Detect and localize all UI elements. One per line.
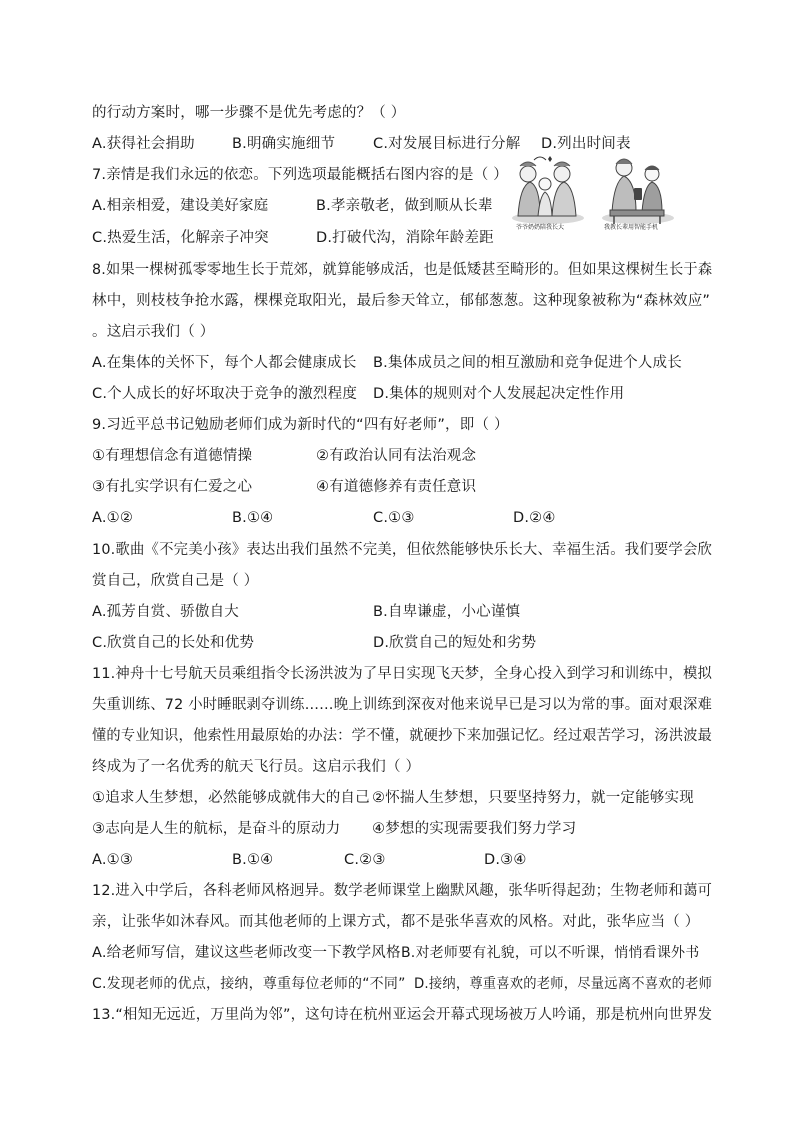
q12-option-c: C.发现老师的优点，接纳，尊重每位老师的“不同”: [92, 976, 406, 992]
q7-illustration: [506, 152, 680, 234]
q9-item-4: ④有道德修养有责任意识: [316, 479, 477, 495]
q10-option-a: A.孤芳自赏、骄傲自大: [92, 604, 239, 620]
illustration-caption-right: 我教长辈用智能手机: [604, 224, 659, 231]
q10-option-b: B.自卑谦虚，小心谨慎: [373, 604, 521, 620]
q10-option-d: D.欣赏自己的短处和劣势: [373, 635, 537, 651]
q11-option-c: C.②③: [344, 852, 386, 868]
q12-option-d: D.接纳，尊重喜欢的老师，尽量远离不喜欢的老师: [414, 976, 713, 992]
q11-item-1: ①追求人生梦想，必然能够成就伟大的自己: [92, 790, 370, 806]
q8-stem-line-2: 林中，则枝枝争抢水露，棵棵竞取阳光，最后参天耸立，郁郁葱葱。这种现象被称为“森林效应”: [92, 293, 711, 309]
q6-stem-continued: 的行动方案时，哪一步骤不是优先考虑的？（ ）: [92, 105, 406, 121]
q11-option-d: D.③④: [484, 852, 527, 868]
q9-option-b: B.①④: [232, 510, 274, 526]
q11-item-4: ④梦想的实现需要我们努力学习: [372, 821, 577, 837]
q6-option-d: D.列出时间表: [541, 136, 631, 152]
q8-option-a: A.在集体的关怀下，每个人都会健康成长: [92, 355, 357, 371]
q9-stem: 9.习近平总书记勉励老师们成为新时代的“四有好老师”，即（ ）: [92, 417, 509, 433]
q9-item-1: ①有理想信念有道德情操: [92, 448, 253, 464]
q10-stem-line-1: 10.歌曲《不完美小孩》表达出我们虽然不完美，但依然能够快乐长大、幸福生活。我们要学会欣: [92, 542, 713, 558]
q11-option-a: A.①③: [92, 852, 134, 868]
q11-stem-line-3: 懂的专业知识，他索性用最原始的办法：学不懂，就硬抄下来加强记忆。经过艰苦学习，汤洪波最: [92, 728, 713, 744]
q7-option-a: A.相亲相爱，建设美好家庭: [92, 198, 269, 214]
q9-option-d: D.②④: [513, 510, 556, 526]
q6-option-c: C.对发展目标进行分解: [373, 136, 521, 152]
q9-item-3: ③有扎实学识有仁爱之心: [92, 479, 253, 495]
q8-option-c: C.个人成长的好坏取决于竞争的激烈程度: [92, 386, 358, 402]
q13-stem-line-1: 13.“相知无远近，万里尚为邻”，这句诗在杭州亚运会开幕式现场被万人吟诵，那是杭州向世界发: [92, 1007, 713, 1023]
q9-option-c: C.①③: [373, 510, 415, 526]
q7-stem: 7.亲情是我们永远的依恋。下列选项最能概括右图内容的是（ ）: [92, 167, 508, 183]
q11-stem-line-4: 终成为了一名优秀的航天飞行员。这启示我们（ ）: [92, 759, 421, 775]
q12-stem-line-1: 12.进入中学后，各科老师风格迥异。数学老师课堂上幽默风趣，张华听得起劲；生物老师和蔼可: [92, 883, 713, 899]
q10-option-c: C.欣赏自己的长处和优势: [92, 635, 255, 651]
q11-stem-line-1: 11.神舟十七号航天员乘组指令长汤洪波为了早日实现飞天梦，全身心投入到学习和训练中，模拟: [92, 666, 713, 682]
q7-option-c: C.热爱生活，化解亲子冲突: [92, 230, 269, 246]
q12-option-a: A.给老师写信，建议这些老师改变一下教学风格: [92, 945, 401, 961]
q10-stem-line-2: 赏自己，欣赏自己是（ ）: [92, 573, 259, 589]
q8-option-d: D.集体的规则对个人发展起决定性作用: [373, 386, 625, 402]
q6-option-a: A.获得社会捐助: [92, 136, 195, 152]
q7-option-d: D.打破代沟，消除年龄差距: [316, 230, 494, 246]
q8-option-b: B.集体成员之间的相互激励和竞争促进个人成长: [373, 355, 682, 371]
q12-option-b: B.对老师要有礼貌，可以不听课，悄悄看课外书: [401, 945, 700, 961]
q11-item-2: ②怀揣人生梦想，只要坚持努力，就一定能够实现: [372, 790, 694, 806]
q11-stem-line-2: 失重训练、72 小时睡眠剥夺训练……晚上训练到深夜对他来说早已是习以为常的事。面对艰深难: [92, 697, 713, 713]
q8-stem-line-3: 。这启示我们（ ）: [92, 324, 215, 340]
q8-stem-line-1: 8.如果一棵树孤零零地生长于荒郊，就算能够成活，也是低矮甚至畸形的。但如果这棵树生长于森: [92, 262, 713, 278]
illustration-caption-left: 爷爷奶奶陪我长大: [516, 224, 565, 231]
q11-item-3: ③志向是人生的航标，是奋斗的原动力: [92, 821, 341, 837]
q9-option-a: A.①②: [92, 510, 134, 526]
q6-option-b: B.明确实施细节: [232, 136, 336, 152]
family-illustration-icon: [506, 152, 680, 234]
q7-option-b: B.孝亲敬老，做到顺从长辈: [316, 198, 493, 214]
q11-option-b: B.①④: [232, 852, 274, 868]
q12-stem-line-2: 亲，让张华如沐春风。而其他老师的上课方式，都不是张华喜欢的风格。对此，张华应当（ ）: [92, 914, 700, 930]
q9-item-2: ②有政治认同有法治观念: [316, 448, 477, 464]
